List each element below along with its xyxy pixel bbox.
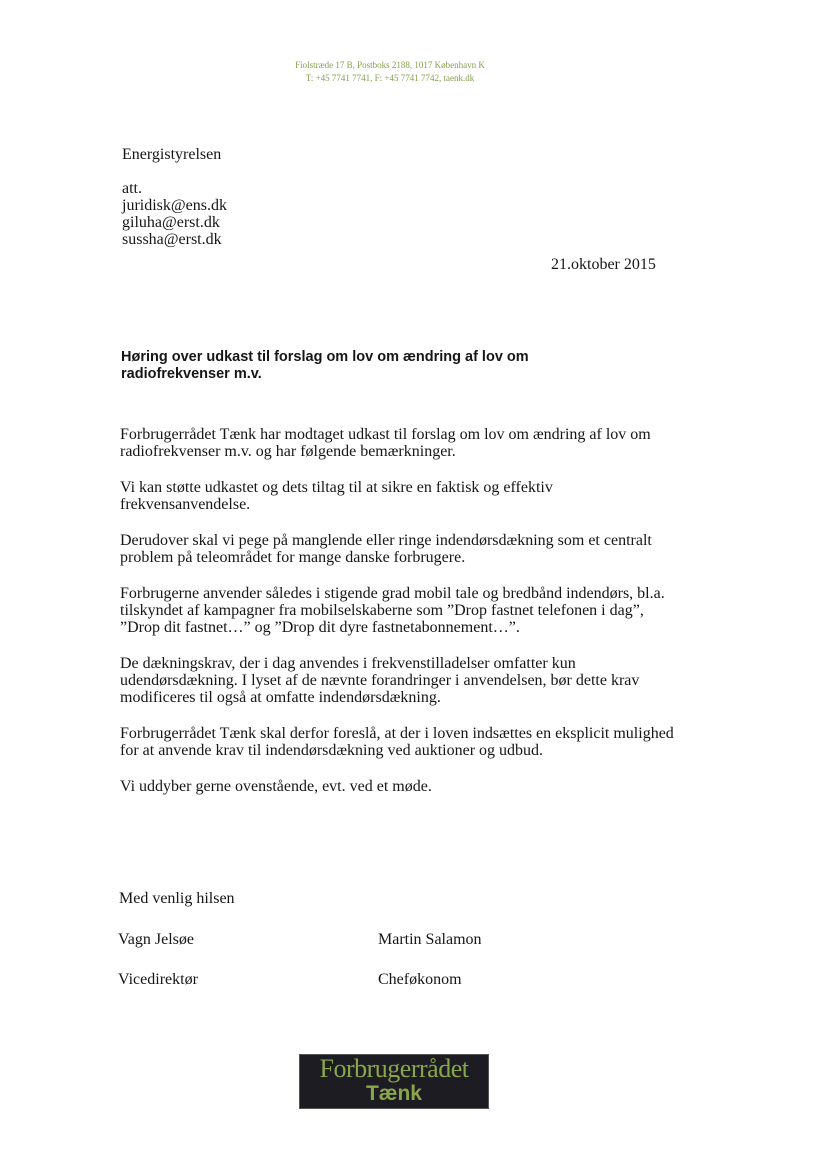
signatory-title: Cheføkonom [378, 971, 462, 988]
letter-body [120, 426, 680, 814]
signatory-title: Vicedirektør [118, 971, 198, 988]
body-paragraph: Forbrugerrådet Tænk har modtaget udkast til forslag om lov om ændring af lov om radiofrekvenser m.v. og har følgende bemærkninger. [120, 426, 651, 460]
recipient-att: att. [122, 180, 142, 197]
letter-date: 21.oktober 2015 [551, 256, 656, 273]
letterhead-address: Fiolstræde 17 B, Postboks 2188, 1017 København K [295, 60, 485, 70]
recipient-organization: Energistyrelsen [122, 146, 222, 163]
body-paragraph: Derudover skal vi pege på manglende eller ringe indendørsdækning som et centralt problem på teleområdet for mange danske forbrugere. [120, 532, 652, 566]
logo-line2: Tænk [365, 1082, 422, 1105]
letterhead [0, 59, 780, 85]
signatory-name: Vagn Jelsøe [118, 931, 194, 948]
recipient-email: sussha@erst.dk [122, 231, 222, 248]
body-paragraph: De dækningskrav, der i dag anvendes i frekvenstilladelser omfatter kun udendørsdækning. I lyset af de nævnte forandringer i anvendelsen, bør dette krav modificeres til også at omfatte indendørsdækning. [120, 655, 640, 706]
recipient-email: giluha@erst.dk [122, 214, 220, 231]
body-paragraph: Forbrugerrådet Tænk skal derfor foreslå, at der i loven indsættes en eksplicit mulighed for at anvende krav til indendørsdækning ved auktioner og udbud. [120, 725, 674, 759]
body-paragraph: Forbrugerne anvender således i stigende grad mobil tale og bredbånd indendørs, bl.a. tilskyndet af kampagner fra mobilselskaberne som ”Drop fastnet telefonen i dag”, ”Drop dit fastnet…” og ”Drop dit dyre fastnetabonnement…”. [120, 585, 665, 636]
recipient-block [122, 146, 227, 248]
closing-salutation: Med venlig hilsen [119, 890, 235, 907]
signatory-name: Martin Salamon [378, 931, 482, 948]
logo-line1: Forbrugerrådet [319, 1054, 469, 1083]
letter-subject: Høring over udkast til forslag om lov om ændring af lov om radiofrekvenser m.v. [121, 349, 529, 382]
body-paragraph: Vi uddyber gerne ovenstående, evt. ved et møde. [120, 778, 432, 795]
recipient-email: juridisk@ens.dk [122, 197, 227, 214]
forbrugerraadet-logo [299, 1054, 489, 1109]
body-paragraph: Vi kan støtte udkastet og dets tiltag til at sikre en faktisk og effektiv frekvensanvendelse. [120, 479, 553, 513]
letterhead-contact: T: +45 7741 7741, F: +45 7741 7742, taenk.dk [305, 73, 475, 83]
